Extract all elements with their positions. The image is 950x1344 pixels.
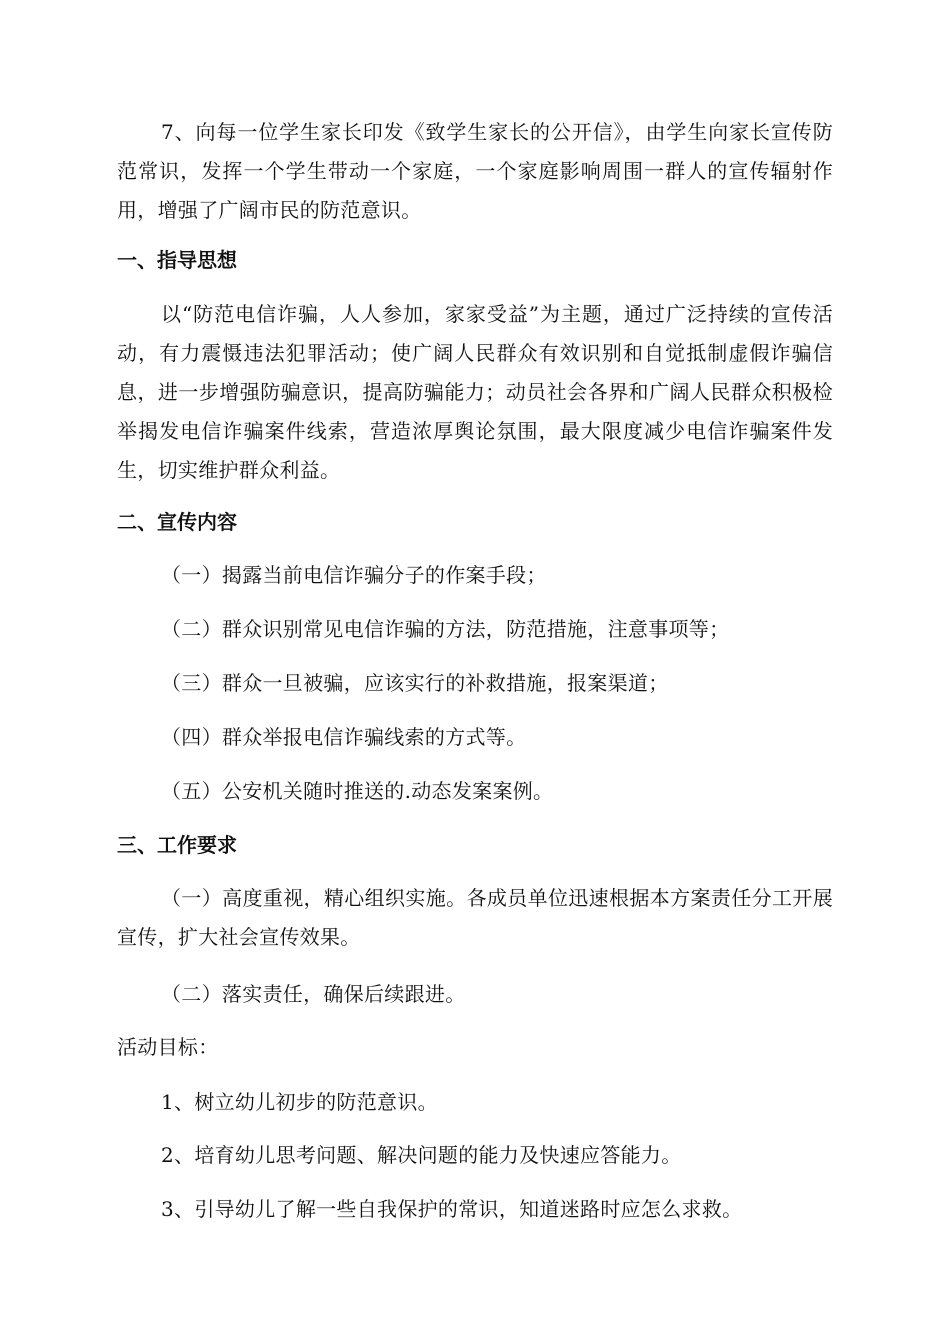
work-requirement-paragraph: （一）高度重视，精心组织实施。各成员单位迅速根据本方案责任分工开展宣传，扩大社会宣传效果。 bbox=[117, 886, 833, 949]
intro-paragraph: 7、向每一位学生家长印发《致学生家长的公开信》，由学生向家长宣传防范常识，发挥一个学生带动一个家庭，一个家庭影响周围一群人的宣传辐射作用，增强了广阔市民的防范意识。 bbox=[117, 120, 833, 222]
list-item: （二）群众识别常见电信诈骗的方法，防范措施，注意事项等； bbox=[161, 617, 730, 641]
list-item: （四）群众举报电信诈骗线索的方式等。 bbox=[161, 725, 527, 749]
list-item: （二）落实责任，确保后续跟进。 bbox=[161, 982, 466, 1006]
list-item: 3、引导幼儿了解一些自我保护的常识，知道迷路时应怎么求救。 bbox=[161, 1197, 743, 1221]
section-heading-publicity-content: 二、宣传内容 bbox=[117, 510, 237, 534]
section-heading-guiding-ideology: 一、指导思想 bbox=[117, 248, 237, 272]
guiding-ideology-paragraph: 以“防范电信诈骗，人人参加，家家受益”为主题，通过广泛持续的宣传活动，有力震慑违法犯罪活动；使广阔人民群众有效识别和自觉抵制虚假诈骗信息，进一步增强防骗意识，提高防骗能力；动员社会各界和广阔人民群众积极检举揭发电信诈骗案件线索，营造浓厚舆论氛围，最大限度减少电信诈骗案件发生，切实维护群众利益。 bbox=[117, 302, 833, 482]
list-item: （一）揭露当前电信诈骗分子的作案手段； bbox=[161, 563, 547, 587]
list-item: （三）群众一旦被骗，应该实行的补救措施，报案渠道； bbox=[161, 671, 669, 695]
section-heading-work-requirements: 三、工作要求 bbox=[117, 833, 237, 857]
goals-heading: 活动目标： bbox=[117, 1035, 219, 1059]
list-item: 2、培育幼儿思考问题、解决问题的能力及快速应答能力。 bbox=[161, 1143, 682, 1167]
list-item: 1、树立幼儿初步的防范意识。 bbox=[161, 1090, 438, 1114]
list-item: （五）公安机关随时推送的.动态发案案例。 bbox=[161, 779, 554, 803]
